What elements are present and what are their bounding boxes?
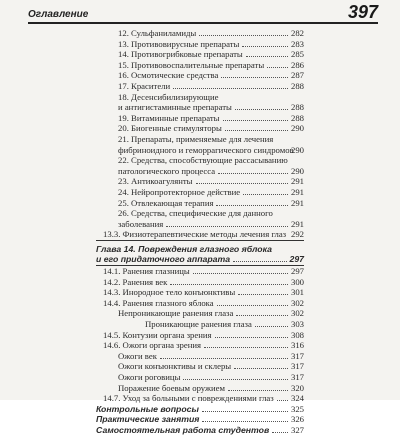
toc-entry-title: Поражение боевым оружием <box>118 382 226 393</box>
toc-entry-title: 23. Антикоагулянты <box>118 176 193 187</box>
toc-entry <box>0 166 400 177</box>
toc-entry <box>0 134 400 145</box>
header-rule <box>28 22 378 24</box>
toc-entry-title: 14.4. Ранения глазного яблока <box>103 297 214 308</box>
toc-entry <box>0 208 400 219</box>
toc-entry-title: 22. Средства, способствующие рассасыванию <box>118 155 288 166</box>
toc-entry <box>0 244 400 255</box>
toc-entry-page: 290 <box>290 165 304 176</box>
toc-entry-page: 327 <box>290 424 304 435</box>
dot-leader <box>215 337 288 338</box>
dot-leader <box>217 305 288 306</box>
toc-entry <box>0 383 400 394</box>
toc-entry-title: 25. Отвлекающая терапия <box>118 197 214 208</box>
dot-leader <box>221 77 288 78</box>
toc-entry-title: 26. Средства, специфические для данного <box>118 208 273 219</box>
dot-leader <box>246 56 288 57</box>
toc-entry <box>0 372 400 383</box>
section-rule <box>96 240 304 241</box>
toc-entry-page: 325 <box>290 403 304 414</box>
toc-entry-page: 320 <box>290 382 304 393</box>
toc-entry <box>0 229 400 240</box>
toc-entry-title: патологического процесса <box>118 165 216 176</box>
dot-leader <box>267 67 288 68</box>
toc-entry <box>0 361 400 372</box>
dot-leader <box>223 120 288 121</box>
toc-entry <box>0 70 400 81</box>
toc-entry <box>0 39 400 50</box>
toc-entry-page: 297 <box>289 254 304 265</box>
dot-leader <box>216 205 288 206</box>
toc-entry-title: Непроникающие ранения глаза <box>118 308 234 319</box>
toc-entry-title: Глава 14. Повреждения глазного яблока <box>96 243 272 254</box>
toc-entry-page: 290 <box>290 123 304 134</box>
toc-entry-page: 288 <box>290 112 304 123</box>
toc-entry-title: Самостоятельная работа студентов <box>96 424 270 435</box>
toc-entry <box>0 308 400 319</box>
toc-entry-page: 286 <box>290 59 304 70</box>
toc-entry-page: 291 <box>290 186 304 197</box>
toc-entry <box>0 145 400 156</box>
toc-entry-page: 301 <box>290 287 304 298</box>
toc-entry-page: 291 <box>290 197 304 208</box>
toc-entry <box>0 298 400 309</box>
toc-entry-title: 14.1. Ранения глазницы <box>103 266 190 277</box>
toc-entry <box>0 219 400 230</box>
toc-entry-page: 326 <box>290 414 304 425</box>
page-header <box>28 2 378 24</box>
toc-entry <box>0 277 400 288</box>
dot-leader <box>166 226 288 227</box>
toc-entry <box>0 198 400 209</box>
dot-leader <box>236 315 288 316</box>
dot-leader <box>233 261 287 262</box>
table-of-contents <box>0 28 400 436</box>
toc-entry <box>0 319 400 330</box>
dot-leader <box>242 46 288 47</box>
toc-entry <box>0 123 400 134</box>
dot-leader <box>202 411 288 412</box>
dot-leader <box>199 35 288 36</box>
toc-entry <box>0 176 400 187</box>
toc-entry-title: Ожоги конъюнктивы и склеры <box>118 361 232 372</box>
dot-leader <box>218 173 288 174</box>
dot-leader <box>228 390 288 391</box>
toc-entry-title: 14. Противогрибковые препараты <box>118 49 243 60</box>
toc-entry <box>0 425 400 436</box>
dot-leader <box>277 400 288 401</box>
toc-entry-page: 317 <box>290 372 304 382</box>
dot-leader <box>204 347 288 348</box>
dot-leader <box>235 109 288 110</box>
toc-entry-title: 16. Осмотические средства <box>118 70 219 81</box>
toc-entry <box>0 414 400 425</box>
toc-entry-title: 13.3. Физиотерапевтические методы лечения глаз <box>103 229 287 240</box>
dot-leader <box>173 88 288 89</box>
toc-entry-page: 303 <box>290 319 304 330</box>
toc-entry <box>0 102 400 113</box>
toc-entry-page: 291 <box>290 218 304 229</box>
toc-entry-title: и антигистаминные препараты <box>118 102 232 113</box>
toc-entry <box>0 351 400 362</box>
dot-leader <box>160 358 288 359</box>
toc-entry <box>0 340 400 351</box>
toc-entry-page: 302 <box>290 308 304 319</box>
dot-leader <box>234 368 288 369</box>
toc-entry <box>0 187 400 198</box>
dot-leader <box>170 284 288 285</box>
toc-entry-title: 14.3. Инородное тело конъюнктивы <box>103 287 236 298</box>
page-number: 397 <box>347 2 378 22</box>
toc-entry-page: 317 <box>290 350 304 361</box>
toc-entry <box>0 393 400 404</box>
toc-entry-page: 285 <box>290 49 304 60</box>
toc-entry-page: 317 <box>290 361 304 372</box>
toc-entry <box>0 113 400 124</box>
toc-entry-page: 292 <box>290 229 304 240</box>
toc-entry-page: 308 <box>290 329 304 340</box>
toc-entry-title: 13. Противовирусные препараты <box>118 38 240 49</box>
toc-entry <box>0 287 400 298</box>
running-title: Оглавление <box>28 9 89 20</box>
dot-leader <box>225 130 288 131</box>
toc-entry-title: 14.5. Контузии органа зрения <box>103 329 212 340</box>
toc-entry-page: 290 <box>290 144 304 155</box>
toc-entry-title: 21. Препараты, применяемые для лечения <box>118 133 274 144</box>
toc-entry-title: 15. Противовоспалительные препараты <box>118 59 265 70</box>
toc-entry-title: фибриноидного и геморрагического синдромов <box>118 144 294 155</box>
toc-entry <box>0 330 400 341</box>
toc-entry-title: заболевания <box>118 218 164 229</box>
dot-leader <box>183 379 288 380</box>
toc-entry <box>0 155 400 166</box>
toc-entry <box>0 404 400 415</box>
toc-entry-title: Проникающие ранения глаза <box>145 319 252 330</box>
dot-leader <box>255 326 288 327</box>
toc-entry-title: 17. Красители <box>118 80 171 91</box>
toc-entry-title: Ожоги век <box>118 350 157 361</box>
toc-entry-title: 18. Десенсибилизирующие <box>118 91 219 102</box>
toc-entry <box>0 92 400 103</box>
toc-entry-title: 14.7. Уход за больными с повреждениями глаз <box>103 393 274 404</box>
dot-leader <box>202 421 288 422</box>
dot-leader <box>196 183 288 184</box>
dot-leader <box>193 273 288 274</box>
toc-entry-title: Контрольные вопросы <box>96 403 199 414</box>
toc-entry-page: 324 <box>290 393 304 404</box>
toc-entry-page: 282 <box>290 28 304 38</box>
toc-entry-title: и его придаточного аппарата <box>96 254 231 265</box>
toc-entry <box>0 49 400 60</box>
toc-entry-title: Практические занятия <box>96 414 200 425</box>
toc-entry-title: 24. Нейропротекторное действие <box>118 186 241 197</box>
toc-entry-page: 287 <box>290 70 304 81</box>
toc-entry-page: 300 <box>290 276 304 287</box>
toc-entry-title: Ожоги роговицы <box>118 372 181 382</box>
toc-entry-page: 283 <box>290 38 304 49</box>
toc-entry-page: 288 <box>290 102 304 113</box>
toc-entry-page: 297 <box>290 266 304 277</box>
dot-leader <box>238 294 288 295</box>
toc-entry <box>0 60 400 71</box>
toc-entry <box>0 81 400 92</box>
toc-entry-title: 20. Биогенные стимуляторы <box>118 123 222 134</box>
toc-entry-title: 12. Сульфаниламиды <box>118 28 197 38</box>
toc-entry-page: 316 <box>290 340 304 351</box>
dot-leader <box>243 194 288 195</box>
dot-leader <box>272 432 288 433</box>
toc-entry-title: 14.6. Ожоги органа зрения <box>103 340 202 351</box>
toc-entry <box>0 266 400 277</box>
toc-entry-page: 302 <box>290 297 304 308</box>
toc-entry-title: 14.2. Ранения век <box>103 276 168 287</box>
toc-entry-page: 288 <box>290 80 304 91</box>
toc-entry-page: 291 <box>290 176 304 187</box>
toc-entry-title: 19. Витаминные препараты <box>118 112 220 123</box>
toc-entry <box>0 254 400 265</box>
toc-entry <box>0 28 400 39</box>
